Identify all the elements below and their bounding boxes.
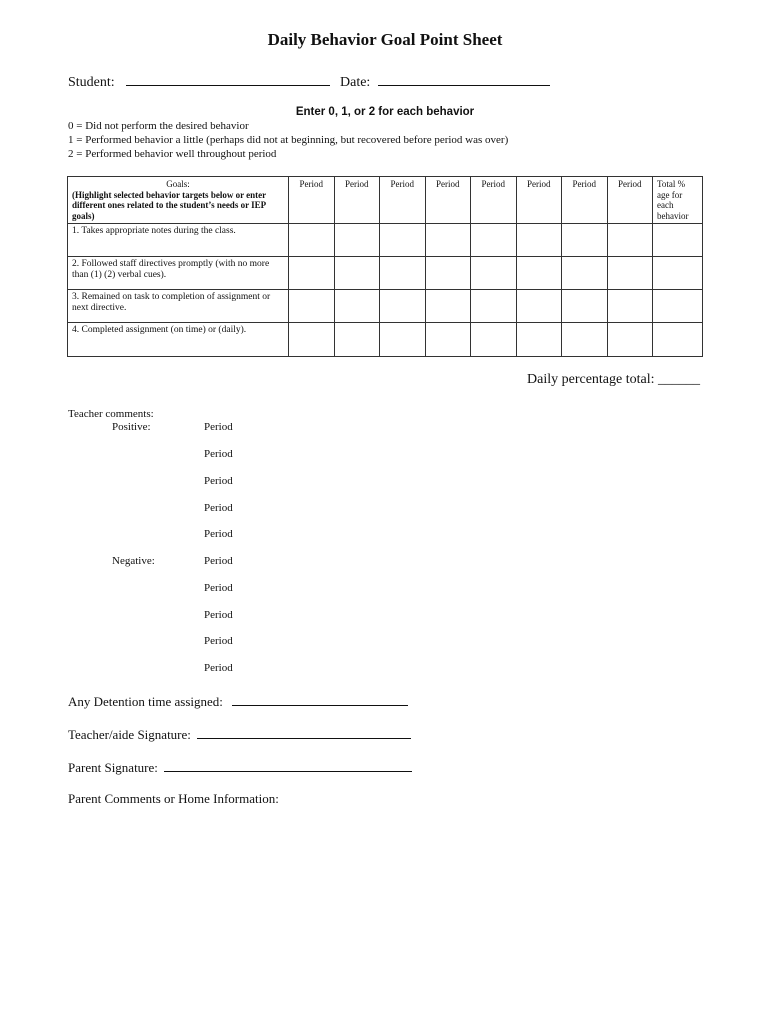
negative-period[interactable]: Period bbox=[204, 662, 233, 674]
score-cell[interactable] bbox=[516, 257, 562, 290]
period-header: Period bbox=[607, 177, 653, 224]
score-cell[interactable] bbox=[471, 257, 517, 290]
score-cell[interactable] bbox=[425, 323, 471, 357]
parent-comments-label: Parent Comments or Home Information: bbox=[68, 791, 279, 806]
date-field[interactable] bbox=[340, 72, 550, 91]
score-cell[interactable] bbox=[380, 257, 426, 290]
score-cell[interactable] bbox=[607, 323, 653, 357]
period-header: Period bbox=[471, 177, 517, 224]
daily-percentage-total[interactable]: Daily percentage total: ______ bbox=[527, 372, 700, 387]
table-row bbox=[68, 257, 703, 290]
score-cell[interactable] bbox=[289, 323, 335, 357]
negative-period[interactable]: Period bbox=[204, 609, 233, 621]
period-header: Period bbox=[562, 177, 608, 224]
score-cell[interactable] bbox=[380, 290, 426, 323]
score-cell[interactable] bbox=[334, 323, 380, 357]
scale-1: 1 = Performed behavior a little (perhaps did not at beginning, but recovered before period was over) bbox=[68, 134, 509, 146]
parent-signature-line[interactable] bbox=[164, 758, 412, 772]
score-cell[interactable] bbox=[380, 323, 426, 357]
positive-period[interactable]: Period bbox=[204, 528, 233, 540]
score-cell[interactable] bbox=[516, 323, 562, 357]
goal-label: 2. Followed staff directives promptly (with no more than (1) (2) verbal cues). bbox=[68, 257, 289, 290]
period-header: Period bbox=[289, 177, 335, 224]
total-cell[interactable] bbox=[653, 224, 703, 257]
teacher-signature-label: Teacher/aide Signature: bbox=[68, 727, 191, 742]
parent-signature-field[interactable] bbox=[68, 758, 412, 776]
period-header: Period bbox=[334, 177, 380, 224]
positive-period[interactable]: Period bbox=[204, 475, 233, 487]
teacher-comments-label: Teacher comments: bbox=[68, 408, 154, 420]
positive-period[interactable]: Period bbox=[204, 502, 233, 514]
score-cell[interactable] bbox=[607, 257, 653, 290]
parent-signature-label: Parent Signature: bbox=[68, 760, 158, 775]
score-cell[interactable] bbox=[562, 290, 608, 323]
negative-label: Negative: bbox=[112, 555, 155, 567]
page-title: Daily Behavior Goal Point Sheet bbox=[267, 30, 503, 49]
score-cell[interactable] bbox=[562, 257, 608, 290]
score-cell[interactable] bbox=[607, 290, 653, 323]
total-cell[interactable] bbox=[653, 290, 703, 323]
negative-period[interactable]: Period bbox=[204, 582, 233, 594]
score-cell[interactable] bbox=[471, 224, 517, 257]
period-header: Period bbox=[380, 177, 426, 224]
scale-0: 0 = Did not perform the desired behavior bbox=[68, 120, 249, 132]
positive-period[interactable]: Period bbox=[204, 448, 233, 460]
negative-period[interactable]: Period bbox=[204, 555, 233, 567]
student-field[interactable] bbox=[68, 72, 330, 91]
table-row bbox=[68, 224, 703, 257]
score-cell[interactable] bbox=[471, 290, 517, 323]
behavior-grid bbox=[67, 176, 703, 357]
student-input-line[interactable] bbox=[126, 72, 330, 86]
goals-header bbox=[68, 177, 289, 224]
detention-input-line[interactable] bbox=[232, 692, 408, 706]
goal-label: 1. Takes appropriate notes during the class. bbox=[68, 224, 289, 257]
date-label: Date: bbox=[340, 75, 371, 90]
score-cell[interactable] bbox=[562, 323, 608, 357]
detention-label: Any Detention time assigned: bbox=[68, 694, 223, 709]
period-header: Period bbox=[425, 177, 471, 224]
table-row bbox=[68, 323, 703, 357]
score-cell[interactable] bbox=[334, 257, 380, 290]
positive-label: Positive: bbox=[112, 421, 151, 433]
teacher-signature-field[interactable] bbox=[68, 725, 411, 743]
total-header: Total % age for each behavior bbox=[653, 177, 703, 224]
score-cell[interactable] bbox=[334, 290, 380, 323]
teacher-signature-line[interactable] bbox=[197, 725, 411, 739]
header-row bbox=[68, 177, 703, 224]
positive-period[interactable]: Period bbox=[204, 421, 233, 433]
score-cell[interactable] bbox=[334, 224, 380, 257]
score-cell[interactable] bbox=[380, 224, 426, 257]
score-cell[interactable] bbox=[516, 290, 562, 323]
score-cell[interactable] bbox=[516, 224, 562, 257]
total-cell[interactable] bbox=[653, 257, 703, 290]
score-cell[interactable] bbox=[562, 224, 608, 257]
table-row bbox=[68, 290, 703, 323]
scale-2: 2 = Performed behavior well throughout period bbox=[68, 148, 277, 160]
goal-label: 4. Completed assignment (on time) or (daily). bbox=[68, 323, 289, 357]
period-header: Period bbox=[516, 177, 562, 224]
goals-subtitle: (Highlight selected behavior targets below or enter different ones related to the student’s needs or IEP goals) bbox=[72, 189, 266, 221]
goal-label: 3. Remained on task to completion of assignment or next directive. bbox=[68, 290, 289, 323]
student-label: Student: bbox=[68, 75, 115, 90]
score-cell[interactable] bbox=[289, 224, 335, 257]
instructions-heading: Enter 0, 1, or 2 for each behavior bbox=[295, 106, 475, 118]
score-cell[interactable] bbox=[471, 323, 517, 357]
score-cell[interactable] bbox=[425, 290, 471, 323]
score-cell[interactable] bbox=[425, 224, 471, 257]
score-cell[interactable] bbox=[425, 257, 471, 290]
score-cell[interactable] bbox=[607, 224, 653, 257]
goals-title: Goals: bbox=[166, 179, 190, 189]
date-input-line[interactable] bbox=[378, 72, 550, 86]
total-cell[interactable] bbox=[653, 323, 703, 357]
negative-period[interactable]: Period bbox=[204, 635, 233, 647]
detention-field[interactable] bbox=[68, 692, 408, 710]
score-cell[interactable] bbox=[289, 257, 335, 290]
score-cell[interactable] bbox=[289, 290, 335, 323]
